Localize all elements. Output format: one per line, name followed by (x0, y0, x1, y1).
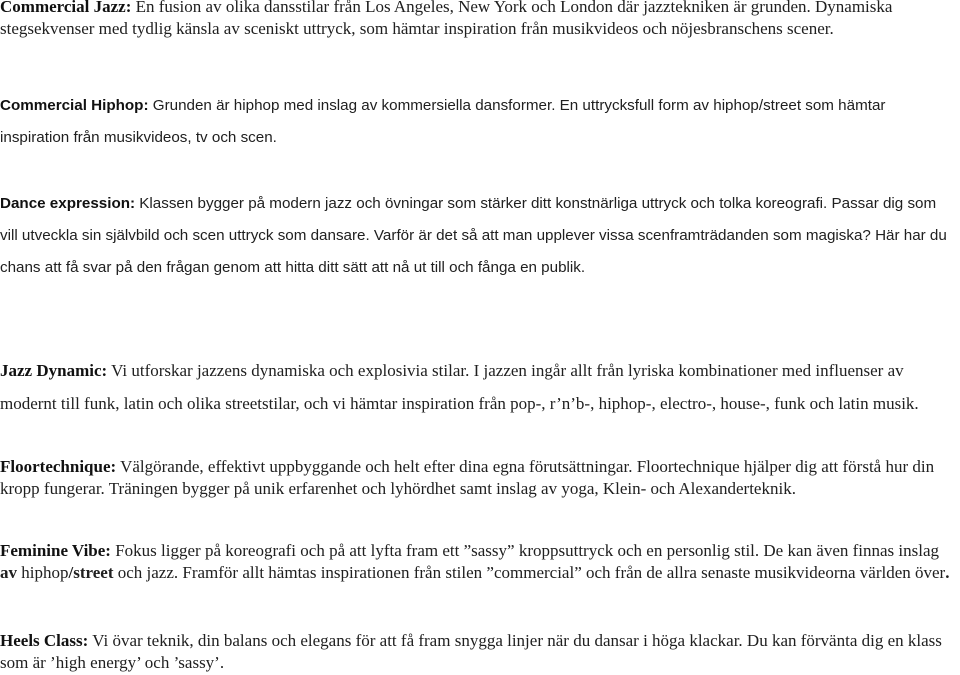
term-feminine-vibe: Feminine Vibe: (0, 541, 111, 560)
paragraph-commercial-hiphop (0, 90, 958, 154)
paragraph-floortechnique (0, 456, 958, 499)
emphasis-street: /street (68, 562, 114, 582)
description-feminine-vibe-part-3: och jazz. Framför allt hämtas inspirationen från stilen ”commercial” och från de allra senaste musikvideorna världen över (113, 562, 946, 582)
description-feminine-vibe-part-1: Fokus ligger på koreografi och på att lyfta fram ett ”sassy” kroppsuttryck och en personlig stil. De kan även finnas inslag (110, 541, 940, 560)
paragraph-feminine-vibe (0, 540, 958, 583)
paragraph-commercial-jazz (0, 0, 958, 39)
paragraph-heels-class (0, 630, 958, 673)
description-feminine-vibe-part-2: hiphop (17, 562, 69, 582)
term-jazz-dynamic: Jazz Dynamic: (0, 361, 108, 380)
paragraph-jazz-dynamic (0, 354, 958, 420)
description-floortechnique: Välgörande, effektivt uppbyggande och helt efter dina egna förutsättningar. Floortechnique hjälper dig att förstå hur din kropp fungerar. Träningen bygger på unik erfarenhet och lyhördhet samt inslag av yoga, Klein- och Alexanderteknik. (0, 457, 935, 498)
term-commercial-jazz: Commercial Jazz: (0, 0, 132, 16)
term-floortechnique: Floortechnique: (0, 457, 117, 476)
term-heels-class: Heels Class: (0, 631, 89, 650)
paragraph-dance-expression (0, 188, 958, 284)
description-commercial-hiphop: Grunden är hiphop med inslag av kommersiella dansformer. En uttrycksfull form av hiphop/street som hämtar inspiration från musikvideos, tv och scen. (0, 97, 886, 146)
description-heels-class: Vi övar teknik, din balans och elegans för att få fram snygga linjer när du dansar i höga klackar. Du kan förvänta dig en klass som är ’high energy’ och ’sassy’. (0, 631, 942, 672)
emphasis-period: . (945, 562, 950, 582)
emphasis-av: av (0, 562, 17, 582)
description-commercial-jazz: En fusion av olika dansstilar från Los Angeles, New York och London där jazztekniken är grunden. Dynamiska stegsekvenser med tydlig känsla av sceniskt uttryck, som hämtar inspiration från musikvideos och nöjesbranschens scener. (0, 0, 893, 38)
term-commercial-hiphop: Commercial Hiphop: (0, 97, 149, 114)
term-dance-expression: Dance expression: (0, 195, 136, 212)
description-dance-expression: Klassen bygger på modern jazz och övningar som stärker ditt konstnärliga uttryck och tolka koreografi. Passar dig som vill utveckla sin självbild och scen uttryck som dansare. Varför är det så att man upplever vissa scenframträdanden som magiska? Här har du chans att få svar på den frågan genom att hitta ditt sätt att nå ut till och fånga en publik. (0, 195, 947, 276)
description-jazz-dynamic: Vi utforskar jazzens dynamiska och explosivia stilar. I jazzen ingår allt från lyriska kombinationer med influenser av modernt till funk, latin och olika streetstilar, och vi hämtar inspiration från pop-, r’n’b-, hiphop-, electro-, house-, funk och latin musik. (0, 361, 919, 413)
